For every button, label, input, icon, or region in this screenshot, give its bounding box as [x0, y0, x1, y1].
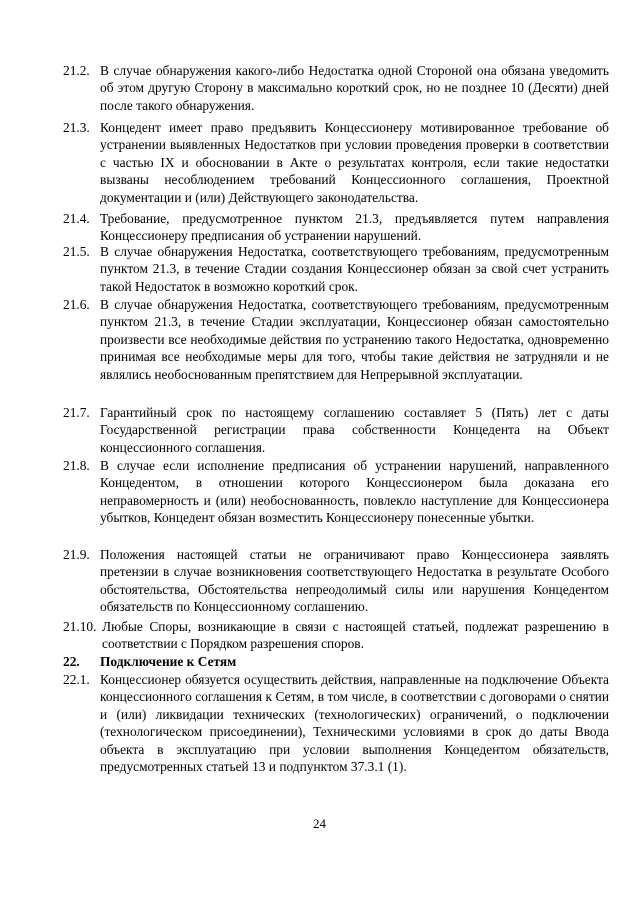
- page-number: 24: [313, 816, 326, 831]
- clause-text: Гарантийный срок по настоящему соглашению составляет 5 (Пять) лет с даты Государственной регистрации права собственности Концедента на Объект концессионного соглашения.: [100, 405, 609, 455]
- clause-number: 21.2.: [63, 63, 90, 78]
- clause-22-1: [63, 671, 609, 775]
- clause-number: 21.7.: [63, 405, 90, 420]
- clause-number: 21.3.: [63, 120, 90, 135]
- clause-21-3: [63, 119, 609, 206]
- clause-text: Требование, предусмотренное пунктом 21.3, предъявляется путем направления Концессионеру предписания об устранении нарушений.: [100, 211, 609, 244]
- clause-text: В случае обнаружения Недостатка, соответствующего требованиям, предусмотренным пунктом 21.3, в течение Стадии создания Концессионер обязан за свой счет устранить такой Недостаток в возможно короткий срок.: [100, 244, 609, 294]
- clause-number: 22.1.: [63, 672, 90, 687]
- clause-21-5: [63, 243, 609, 295]
- clause-number: 21.4.: [63, 211, 90, 226]
- clause-text: В случае если исполнение предписания об устранении нарушений, направленного Концедентом, в отношении которого Концессионером была доказана его неправомерность и (или) необоснованность, повлекло наступление для Концессионера убытков, Концедент обязан возместить Концессионеру понесенные убытки.: [100, 458, 609, 526]
- clause-21-6: [63, 296, 609, 383]
- clause-text: В случае обнаружения какого-либо Недостатка одной Стороной она обязана уведомить об этом другую Сторону в максимально короткий срок, но не позднее 10 (Десяти) дней после такого обнаружения.: [100, 63, 609, 113]
- clause-text: Любые Споры, возникающие в связи с настоящей статьей, подлежат разрешению в соответствии с Порядком разрешения споров.: [102, 619, 609, 652]
- section-number: 22.: [63, 654, 80, 669]
- clause-text: Концедент имеет право предъявить Концессионеру мотивированное требование об устранении выявленных Недостатков при условии проведения проверки в соответствии с частью IX и обосновании в Акте о результатах контроля, если такие недостатки вызваны несоблюдением требований Концессионного соглашения, Проектной документации и (или) Действующего законодательства.: [100, 120, 609, 205]
- clause-21-10: [63, 618, 609, 653]
- clause-21-7: [63, 404, 609, 456]
- clause-text: Положения настоящей статьи не ограничивают право Концессионера заявлять претензии в случае возникновения соответствующего Недостатка в результате Особого обстоятельства, Обстоятельства непреодолимый силы или нарушения Концедентом обязательств по Концессионному соглашению.: [100, 547, 609, 615]
- section-title: Подключение к Сетям: [100, 654, 237, 669]
- clause-21-2: [63, 62, 609, 114]
- clause-number: 21.6.: [63, 297, 90, 312]
- clause-number: 21.5.: [63, 244, 90, 259]
- clause-number: 21.9.: [63, 547, 90, 562]
- clause-text: Концессионер обязуется осуществить действия, направленные на подключение Объекта концессионного соглашения к Сетям, в том числе, в соответствии с договорами о снятии и (или) ликвидации технических (технологических) ограничений, о подключении (технологическом присоединении), Техническими условиями в срок до даты Ввода объекта в эксплуатацию при условии выполнения Концедентом обязательств, предусмотренных статьей 13 и подпунктом 37.3.1 (1).: [100, 672, 609, 775]
- clause-number: 21.8.: [63, 458, 90, 473]
- clause-21-4: [63, 210, 609, 245]
- clause-21-8: [63, 457, 609, 527]
- clause-text: В случае обнаружения Недостатка, соответствующего требованиям, предусмотренным пунктом 21.3, в течение Стадии эксплуатации, Концессионер обязан самостоятельно произвести все необходимые действия по устранению такого Недостатка, одновременно принимая все необходимые меры для того, чтобы такие действия не затрудняли и не являлись необоснованным препятствием для Непрерывной эксплуатации.: [100, 297, 609, 382]
- section-heading: [63, 653, 609, 670]
- clause-21-9: [63, 546, 609, 616]
- clause-number: 21.10.: [63, 619, 97, 634]
